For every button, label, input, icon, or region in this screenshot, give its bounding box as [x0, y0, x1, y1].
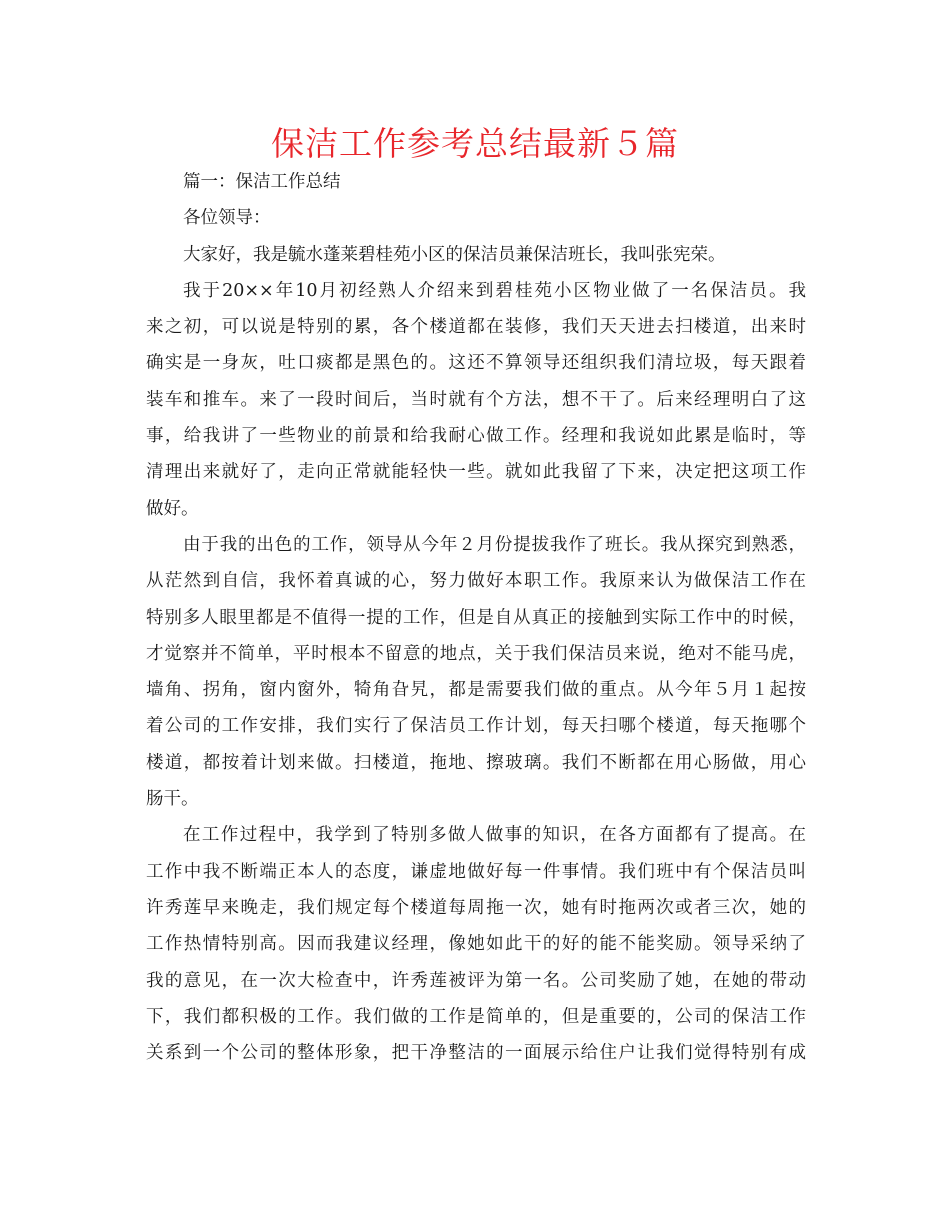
text-line: 我于20××年10月初经熟人介绍来到碧桂苑小区物业做了一名保洁员。我	[183, 280, 806, 301]
text-line: 才觉察并不简单，平时根本不留意的地点，关于我们保洁员来说，绝对不能马虎，	[146, 643, 806, 664]
text-line: 由于我的出色的工作，领导从今年２月份提拔我作了班长。我从探究到熟悉，	[183, 534, 806, 555]
text-line: 工作热情特别高。因而我建议经理，像她如此干的好的能不能奖励。领导采纳了	[146, 934, 806, 955]
document-body	[146, 164, 806, 1071]
document-title: 保洁工作参考总结最新５篇	[271, 124, 679, 163]
text-line: 许秀莲早来晚走，我们规定每个楼道每周拖一次，她有时拖两次或者三次，她的	[146, 897, 806, 918]
text-line: 肠干。	[146, 789, 199, 810]
text-line: 篇一：保洁工作总结	[183, 172, 341, 192]
text-line: 大家好，我是毓水蓬莱碧桂苑小区的保洁员兼保洁班长，我叫张宪荣。	[183, 244, 726, 265]
text-line: 事，给我讲了一些物业的前景和给我耐心做工作。经理和我说如此累是临时，等	[146, 426, 806, 447]
text-line: 在工作过程中，我学到了特别多做人做事的知识，在各方面都有了提高。在	[183, 825, 806, 846]
text-line: 墙角、拐角，窗内窗外，犄角旮旯，都是需要我们做的重点。从今年５月１起按	[146, 680, 806, 701]
text-line: 来之初，可以说是特别的累，各个楼道都在装修，我们天天进去扫楼道，出来时	[146, 317, 806, 338]
text-line: 楼道，都按着计划来做。扫楼道，拖地、擦玻璃。我们不断都在用心肠做，用心	[146, 752, 806, 773]
text-line: 着公司的工作安排，我们实行了保洁员工作计划，每天扫哪个楼道，每天拖哪个	[146, 716, 806, 737]
text-line: 清理出来就好了，走向正常就能轻快一些。就如此我留了下来，决定把这项工作	[146, 462, 806, 483]
text-line: 工作中我不断端正本人的态度，谦虚地做好每一件事情。我们班中有个保洁员叫	[146, 861, 806, 882]
text-line: 下，我们都积极的工作。我们做的工作是简单的，但是重要的，公司的保洁工作	[146, 1006, 806, 1027]
text-line: 做好。	[146, 498, 199, 519]
text-line: 从茫然到自信，我怀着真诚的心，努力做好本职工作。我原来认为做保洁工作在	[146, 571, 806, 592]
text-line: 特别多人眼里都是不值得一提的工作，但是自从真正的接触到实际工作中的时候，	[146, 607, 806, 628]
text-line: 关系到一个公司的整体形象，把干净整洁的一面展示给住户让我们觉得特别有成	[146, 1043, 806, 1064]
text-line: 装车和推车。来了一段时间后，当时就有个方法，想不干了。后来经理明白了这	[146, 389, 806, 410]
text-line: 确实是一身灰，吐口痰都是黑色的。这还不算领导还组织我们清垃圾，每天跟着	[146, 353, 806, 374]
text-line: 各位领导：	[183, 208, 271, 229]
text-line: 我的意见，在一次大检查中，许秀莲被评为第一名。公司奖励了她，在她的带动	[146, 970, 806, 991]
